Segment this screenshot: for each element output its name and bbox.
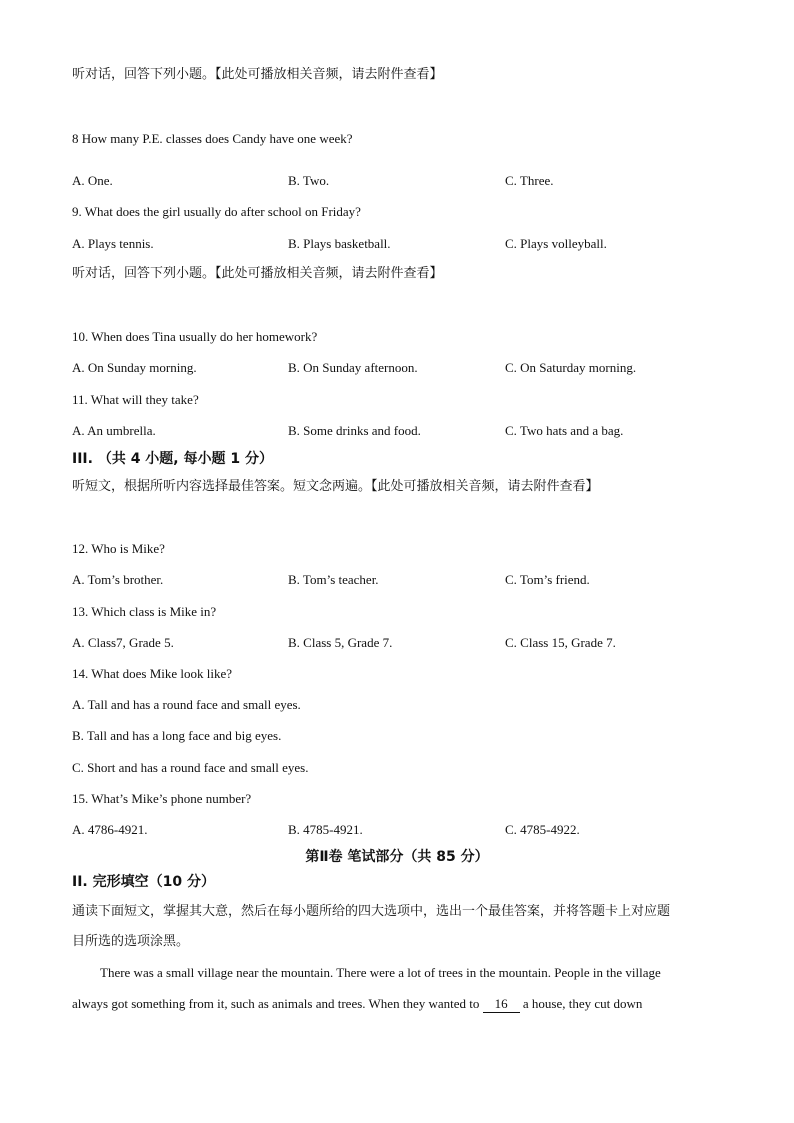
- q10-option-b: B. On Sunday afternoon.: [288, 360, 418, 375]
- question-8: 8 How many P.E. classes does Candy have one week?: [72, 131, 353, 146]
- question-15: 15. What’s Mike’s phone number?: [72, 791, 252, 806]
- q13-option-a: A. Class7, Grade 5.: [72, 635, 174, 650]
- question-11: 11. What will they take?: [72, 392, 199, 407]
- question-14: 14. What does Mike look like?: [72, 666, 233, 681]
- q14-option-a: A. Tall and has a round face and small eyes.: [72, 697, 301, 712]
- section-3-heading: III. （共 4 小题, 每小题 1 分）: [72, 451, 273, 467]
- q8-option-b: B. Two.: [288, 173, 330, 188]
- question-13: 13. Which class is Mike in?: [72, 604, 217, 619]
- cloze-instruction-line-2: 目所选的选项涂黑。: [72, 934, 190, 949]
- part-2-title: 第Ⅱ卷 笔试部分（共 85 分）: [305, 849, 489, 865]
- q12-option-b: B. Tom’s teacher.: [288, 572, 379, 587]
- q11-option-a: A. An umbrella.: [72, 423, 156, 438]
- q11-option-b: B. Some drinks and food.: [288, 423, 421, 438]
- question-9: 9. What does the girl usually do after school on Friday?: [72, 204, 361, 219]
- q11-option-c: C. Two hats and a bag.: [505, 423, 624, 438]
- cloze-heading: II. 完形填空（10 分）: [72, 874, 215, 890]
- q10-option-a: A. On Sunday morning.: [72, 360, 197, 375]
- question-10: 10. When does Tina usually do her homework?: [72, 329, 318, 344]
- cloze-blank-16: 16: [483, 996, 520, 1013]
- passage-text-before-blank: always got something from it, such as animals and trees. When they wanted to: [72, 996, 480, 1011]
- q15-option-a: A. 4786-4921.: [72, 822, 148, 837]
- passage-line-1: There was a small village near the mountain. There were a lot of trees in the mountain. People in the village: [100, 965, 661, 980]
- q8-option-a: A. One.: [72, 173, 113, 188]
- q14-option-c: C. Short and has a round face and small eyes.: [72, 760, 309, 775]
- q12-option-a: A. Tom’s brother.: [72, 572, 164, 587]
- q10-option-c: C. On Saturday morning.: [505, 360, 637, 375]
- q13-option-c: C. Class 15, Grade 7.: [505, 635, 616, 650]
- q9-option-b: B. Plays basketball.: [288, 236, 391, 251]
- listening-instruction-3: 听短文，根据所听内容选择最佳答案。短文念两遍。【此处可播放相关音频，请去附件查看】: [72, 479, 599, 494]
- q15-option-c: C. 4785-4922.: [505, 822, 580, 837]
- q13-option-b: B. Class 5, Grade 7.: [288, 635, 393, 650]
- question-12: 12. Who is Mike?: [72, 541, 165, 556]
- listening-instruction-1: 听对话，回答下列小题。【此处可播放相关音频，请去附件查看】: [72, 67, 443, 82]
- q12-option-c: C. Tom’s friend.: [505, 572, 590, 587]
- q8-option-c: C. Three.: [505, 173, 554, 188]
- q15-option-b: B. 4785-4921.: [288, 822, 363, 837]
- passage-line-2: [72, 996, 642, 1013]
- q9-option-a: A. Plays tennis.: [72, 236, 154, 251]
- q14-option-b: B. Tall and has a long face and big eyes.: [72, 728, 282, 743]
- listening-instruction-2: 听对话，回答下列小题。【此处可播放相关音频，请去附件查看】: [72, 266, 443, 281]
- q9-option-c: C. Plays volleyball.: [505, 236, 607, 251]
- cloze-instruction-line-1: 通读下面短文，掌握其大意，然后在每小题所给的四大选项中，选出一个最佳答案，并将答题卡上对应题: [72, 904, 671, 919]
- passage-text-after-blank: a house, they cut down: [522, 996, 643, 1011]
